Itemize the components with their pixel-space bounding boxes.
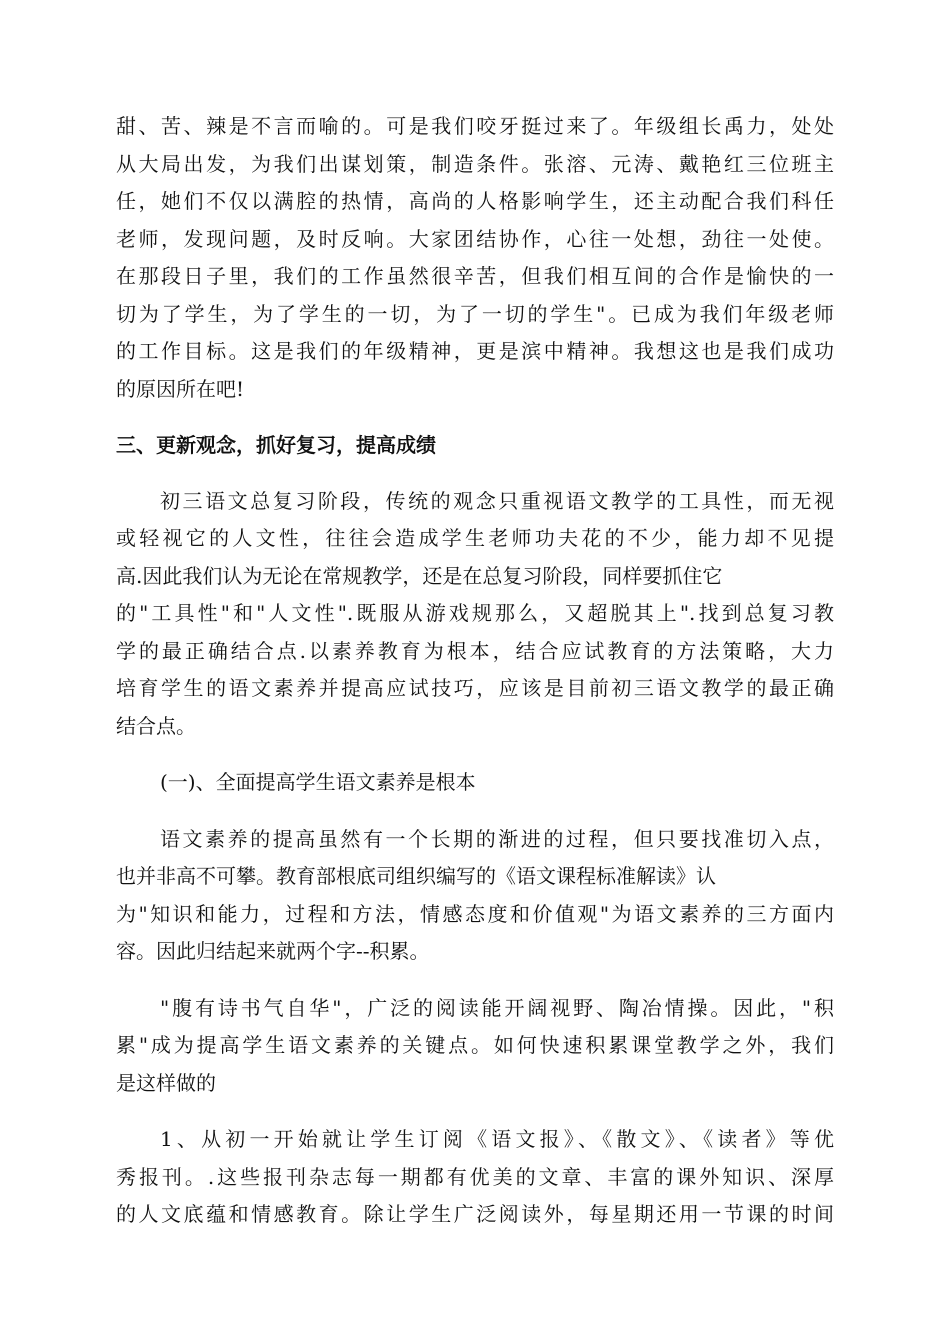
text-line: 的工作目标。这是我们的年级精神，更是滨中精神。我想这也是我们成功	[116, 339, 834, 363]
paragraph-subscriptions	[116, 1121, 834, 1234]
text-line: 高.因此我们认为无论在常规教学，还是在总复习阶段，同样要抓住它	[116, 563, 723, 588]
text-line: 老师，发现问题，及时反响。大家团结协作，心往一处想，劲往一处使。	[116, 226, 834, 251]
text-line: 切为了学生，为了学生的一切，为了一切的学生"。已成为我们年级老师	[116, 301, 834, 326]
text-line: 结合点。	[116, 713, 196, 738]
paragraph-gap	[116, 1102, 834, 1121]
paragraph-literacy	[116, 821, 834, 971]
text-line: 学的最正确结合点.以素养教育为根本，结合应试教育的方法策略，大力	[116, 638, 834, 663]
text-line: 的"工具性"和"人文性".既服从游戏规那么，又超脱其上".找到总复习教	[116, 601, 834, 625]
text-line: 在那段日子里，我们的工作虽然很辛苦，但我们相互间的合作是愉快的一	[116, 264, 834, 288]
text-line: 1、从初一开始就让学生订阅《语文报》、《散文》、《读者》等优	[160, 1127, 834, 1151]
text-line: 培育学生的语文素养并提高应试技巧，应该是目前初三语文教学的最正确	[116, 676, 834, 700]
paragraph-gap	[116, 971, 834, 990]
subheading-1: (一)、全面提高学生语文素养是根本	[160, 770, 476, 794]
text-line: 甜、苦、辣是不言而喻的。可是我们咬牙挺过来了。年级组长禹力，处处	[116, 114, 834, 138]
text-line: 是这样做的	[116, 1070, 216, 1095]
text-line: "腹有诗书气自华"，广泛的阅读能开阔视野、陶冶情操。因此，"积	[160, 995, 834, 1020]
paragraph-accumulation	[116, 990, 834, 1103]
paragraph-teamwork	[116, 108, 834, 408]
text-line: 秀报刊。.这些报刊杂志每一期都有优美的文章、丰富的课外知识、深厚	[116, 1164, 834, 1189]
document-page	[116, 108, 834, 1234]
text-line: 语文素养的提高虽然有一个长期的渐进的过程，但只要找准切入点，	[160, 826, 834, 851]
text-line: 任，她们不仅以满腔的热情，高尚的人格影响学生，还主动配合我们科任	[116, 189, 834, 213]
text-line: 或轻视它的人文性，往往会造成学生老师功夫花的不少，能力却不见提	[116, 526, 834, 550]
section-heading-3: 三、更新观念，抓好复习，提高成绩	[116, 433, 436, 457]
text-line: 为"知识和能力，过程和方法，情感态度和价值观"为语文素养的三方面内	[116, 901, 834, 926]
text-line: 容。因此归结起来就两个字--积累。	[116, 939, 430, 963]
text-line: 的原因所在吧!	[116, 376, 245, 401]
text-line: 的人文底蕴和情感教育。除让学生广泛阅读外，每星期还用一节课的时间	[116, 1202, 834, 1226]
paragraph-gap	[116, 802, 834, 821]
paragraph-gap	[116, 745, 834, 764]
text-line: 累"成为提高学生语文素养的关键点。如何快速积累课堂教学之外，我们	[116, 1033, 834, 1057]
text-line: 也并非高不可攀。教育部根底司组织编写的《语文课程标准解读》认	[116, 864, 716, 888]
text-line: 从大局出发，为我们出谋划策，制造条件。张溶、元涛、戴艳红三位班主	[116, 151, 834, 176]
paragraph-review-concept	[116, 483, 834, 746]
text-line: 初三语文总复习阶段，传统的观念只重视语文教学的工具性，而无视	[160, 488, 834, 513]
